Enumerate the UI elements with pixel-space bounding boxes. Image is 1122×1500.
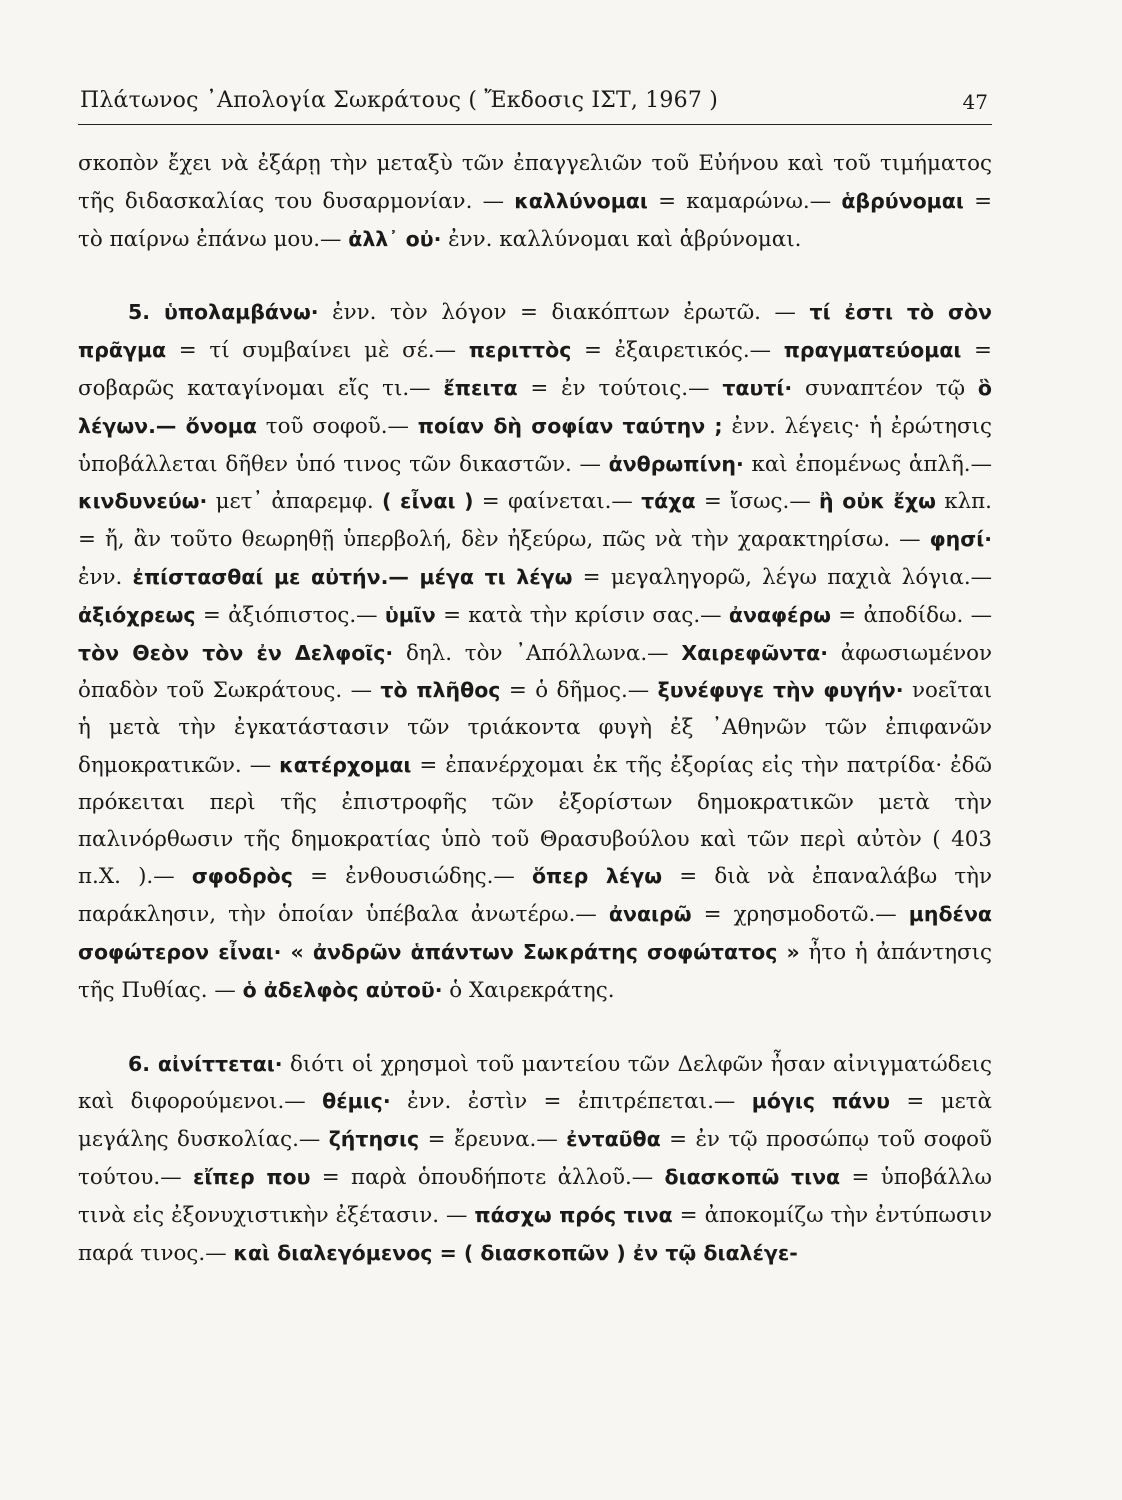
paragraph bbox=[78, 1046, 992, 1273]
lemma-bold: ἀξιόχρεως bbox=[78, 602, 196, 627]
lemma-bold: ἁβρύνομαι bbox=[841, 188, 964, 213]
gloss-text: = μετὰ μεγάλης δυσκολίας.— bbox=[78, 1089, 993, 1153]
lemma-bold: ἐπίστασθαί με αὐτήν.— μέγα τι λέγω bbox=[132, 564, 573, 589]
gloss-text: = σοβαρῶς καταγίνομαι εἴς τι.— bbox=[78, 338, 992, 401]
gloss-text: = ἐν τούτοις.— bbox=[517, 375, 723, 401]
lemma-bold: καὶ διαλεγόμενος = ( διασκοπῶν ) ἐν τῷ διαλέγε- bbox=[233, 1240, 798, 1265]
gloss-text: σκοπὸν ἔχει νὰ ἐξάρῃ τὴν μεταξὺ τῶν ἐπαγγελιῶν τοῦ Εὐήνου καὶ τοῦ τιμήματος τῆς διδασκαλίας του δυσαρμονίαν. — bbox=[78, 151, 992, 214]
gloss-text: = ἴσως.— bbox=[695, 489, 820, 515]
lemma-bold: σφοδρὸς bbox=[191, 864, 293, 889]
lemma-bold: μόγις πάνυ bbox=[751, 1089, 890, 1114]
gloss-text: τοῦ σοφοῦ.— bbox=[256, 413, 418, 439]
lemma-bold: φησί· bbox=[929, 527, 992, 552]
lemma-bold: ζήτησις bbox=[328, 1127, 420, 1152]
lemma-bold: ὑμῖν bbox=[384, 602, 436, 627]
lemma-bold: ἀνθρωπίνη· bbox=[608, 451, 744, 476]
lemma-bold: ἔπειτα bbox=[443, 375, 518, 400]
gloss-text: = ἀποκομίζω τὴν ἐντύπωσιν παρά τινος.— bbox=[78, 1202, 992, 1266]
gloss-text: συναπτέον τῷ bbox=[792, 375, 978, 401]
gloss-text: = παρὰ ὁπουδήποτε ἀλλοῦ.— bbox=[310, 1164, 665, 1190]
gloss-text: ἐνν. καλλύνομαι καὶ ἁβρύνομαι. bbox=[441, 226, 802, 252]
gloss-text: διότι οἱ χρησμοὶ τοῦ μαντείου τῶν Δελφῶν ἦσαν αἰνιγματώδεις καὶ διφορούμενοι.— bbox=[78, 1051, 993, 1115]
gloss-text: ὁ Χαιρεκράτης. bbox=[442, 977, 615, 1003]
gloss-text: καὶ ἐπομένως ἁπλῆ.— bbox=[743, 451, 992, 477]
lemma-bold: ἀλλ᾿ οὐ· bbox=[348, 226, 442, 251]
gloss-text: = καμαρώνω.— bbox=[647, 188, 842, 214]
gloss-text: = ἔρευνα.— bbox=[419, 1127, 567, 1153]
lemma-bold: εἴπερ που bbox=[192, 1164, 311, 1189]
paragraph-gap bbox=[78, 1010, 992, 1046]
lemma-bold: κινδυνεύω· bbox=[78, 489, 208, 514]
gloss-text: = ὁ δῆμος.— bbox=[500, 678, 658, 704]
lemma-bold: ἀναφέρω bbox=[728, 602, 831, 627]
lemma-bold: τὸ πλῆθος bbox=[380, 678, 501, 703]
paragraph bbox=[78, 294, 992, 1009]
lemma-bold: κατέρχομαι bbox=[279, 752, 412, 777]
lemma-bold: καλλύνομαι bbox=[514, 188, 648, 213]
lemma-bold: 6. αἰνίττεται· bbox=[128, 1051, 283, 1076]
gloss-text: = ἐν τῷ προσώπῳ τοῦ σοφοῦ τούτου.— bbox=[78, 1127, 992, 1190]
paragraph bbox=[78, 146, 992, 258]
lemma-bold: ὁ ἀδελφὸς αὐτοῦ· bbox=[242, 977, 443, 1002]
gloss-text: δηλ. τὸν ᾿Απόλλωνα.— bbox=[393, 640, 682, 666]
lemma-bold: ἐνταῦθα bbox=[566, 1127, 661, 1152]
lemma-bold: ἀναιρῶ bbox=[608, 902, 692, 927]
lemma-bold: ποίαν δὴ σοφίαν ταύτην ; bbox=[417, 413, 723, 438]
gloss-text: ἐνν. ἐστὶν = ἐπιτρέπεται.— bbox=[390, 1089, 752, 1115]
gloss-text: = κατὰ τὴν κρίσιν σας.— bbox=[435, 602, 729, 628]
lemma-bold: ξυνέφυγε τὴν φυγήν· bbox=[657, 678, 904, 703]
lemma-bold: διασκοπῶ τινα bbox=[664, 1164, 841, 1189]
paragraph-gap bbox=[78, 258, 992, 294]
running-header bbox=[78, 78, 992, 125]
gloss-text: ἐνν. bbox=[78, 564, 133, 590]
header-title: Πλάτωνος ᾿Απολογία Σωκράτους ( Ἔκδοσις ΙΣΤ, 1967 ) bbox=[80, 88, 718, 113]
gloss-text: ἐνν. τὸν λόγον = διακόπτων ἐρωτῶ. — bbox=[318, 300, 810, 326]
lemma-bold: περιττὸς bbox=[468, 338, 572, 363]
gloss-text: κλπ. = ἤ, ἂν τοῦτο θεωρηθῇ ὑπερβολή, δὲν ἠξεύρω, πῶς νὰ τὴν χαρακτηρίσω. — bbox=[78, 489, 992, 553]
gloss-text: = μεγαληγορῶ, λέγω παχιὰ λόγια.— bbox=[572, 564, 993, 590]
lemma-bold: τί ἐστι τὸ σὸν πρᾶγμα bbox=[78, 300, 993, 363]
gloss-text: = ἐπανέρχομαι ἐκ τῆς ἐξορίας εἰς τὴν πατρίδα· ἐδῶ πρόκειται περὶ τῆς ἐπιστροφῆς τῶν ἐξορίστων δημοκρατικῶν μετὰ τὴν παλινόρθωσιν τῆς δημοκρατίας ὑπὸ τοῦ Θρασυβούλου καὶ τῶν περὶ αὐτὸν ( 403 π.Χ. ).— bbox=[78, 752, 992, 890]
lemma-bold: πραγματεύομαι bbox=[783, 338, 962, 363]
lemma-bold: ἢ οὐκ ἔχω bbox=[819, 489, 936, 514]
lemma-bold: θέμις· bbox=[322, 1089, 391, 1114]
lemma-bold: τάχα bbox=[641, 489, 696, 514]
gloss-text: = χρησμοδοτῶ.— bbox=[691, 902, 909, 928]
gloss-text: ἀφωσιωμένον ὀπαδὸν τοῦ Σωκράτους. — bbox=[78, 640, 992, 704]
gloss-text: = τί συμβαίνει μὲ σέ.— bbox=[166, 338, 469, 364]
gloss-text: = ἀξιόπιστος.— bbox=[195, 602, 385, 628]
gloss-text: = ἐξαιρετικός.— bbox=[571, 338, 784, 364]
lemma-bold: ταυτί· bbox=[722, 375, 793, 400]
gloss-text: = φαίνεται.— bbox=[473, 489, 642, 515]
gloss-text: ἦτο ἡ ἀπάντησις τῆς Πυθίας. — bbox=[78, 939, 992, 1003]
lemma-bold: ( εἶναι ) bbox=[382, 489, 474, 514]
lemma-bold: Χαιρεφῶντα· bbox=[681, 640, 829, 665]
gloss-text: = ἀποδίδω. — bbox=[830, 602, 992, 628]
gloss-text: μετ᾿ ἀπαρεμφ. bbox=[207, 489, 383, 515]
page-number: 47 bbox=[962, 90, 988, 114]
gloss-text: = τὸ παίρνω ἐπάνω μου.— bbox=[78, 188, 992, 252]
commentary-body bbox=[78, 146, 992, 1272]
lemma-bold: 5. ὑπολαμβάνω· bbox=[128, 300, 319, 325]
gloss-text: ἐνν. λέγεις· ἡ ἐρώτησις ὑποβάλλεται δῆθεν ὑπό τινος τῶν δικαστῶν. — bbox=[78, 413, 992, 477]
gloss-text: = ἐνθουσιώδης.— bbox=[292, 864, 532, 890]
lemma-bold: τὸν Θεὸν τὸν ἐν Δελφοῖς· bbox=[78, 640, 394, 665]
lemma-bold: πάσχω πρός τινα bbox=[474, 1202, 673, 1227]
lemma-bold: ὃ λέγων.— ὄνομα bbox=[78, 375, 992, 438]
lemma-bold: ὅπερ λέγω bbox=[531, 864, 663, 889]
gloss-text: νοεῖται ἡ μετὰ τὴν ἐγκατάστασιν τῶν τριάκοντα φυγὴ ἐξ ᾿Αθηνῶν τῶν ἐπιφανῶν δημοκρατικῶν. — bbox=[78, 678, 993, 778]
gloss-text: = διὰ νὰ ἐπαναλάβω τὴν παράκλησιν, τὴν ὁποίαν ὑπέβαλα ἀνωτέρω.— bbox=[78, 864, 992, 928]
lemma-bold: μηδένα σοφώτερον εἶναι· « ἀνδρῶν ἁπάντων Σωκράτης σοφώτατος » bbox=[78, 902, 992, 964]
gloss-text: = ὑποβάλλω τινὰ εἰς ἐξονυχιστικὴν ἐξέτασιν. — bbox=[78, 1164, 993, 1228]
